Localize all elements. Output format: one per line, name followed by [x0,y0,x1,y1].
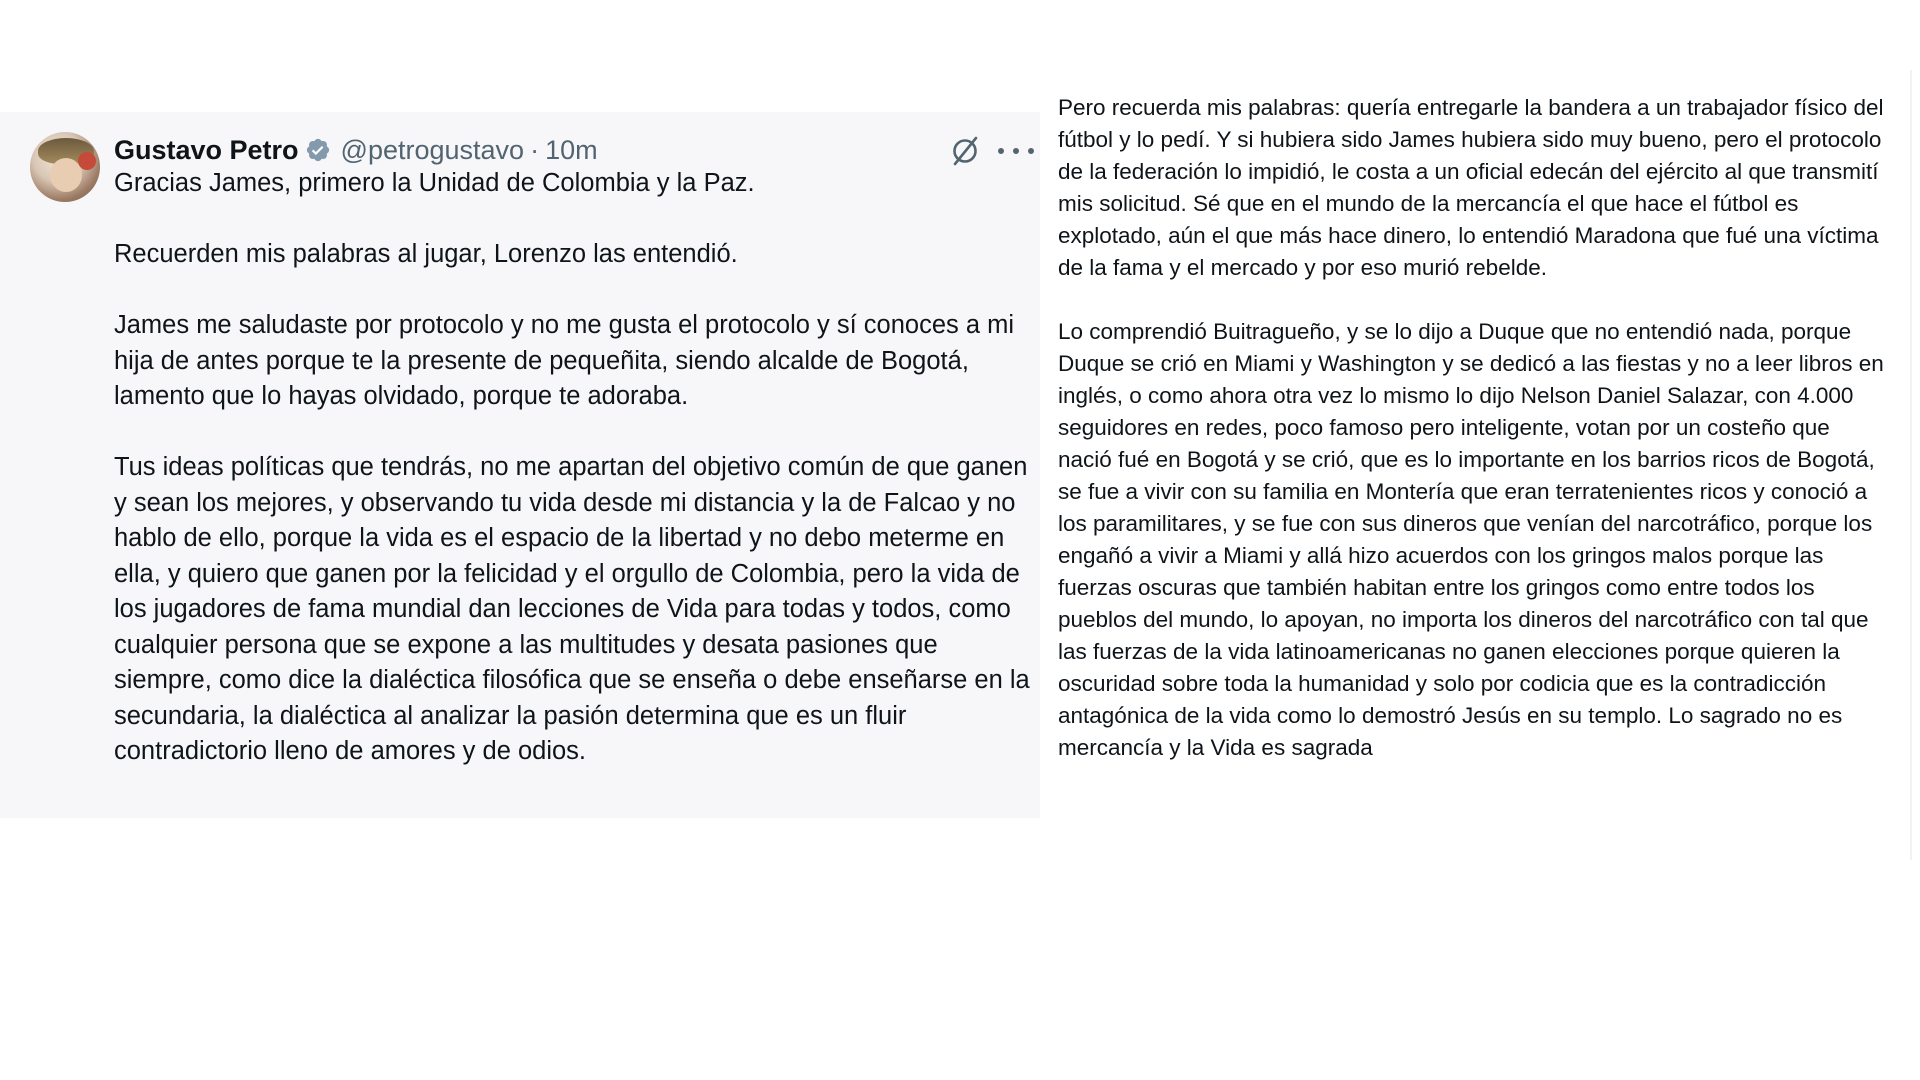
header-separator: · [530,134,540,165]
author-name[interactable]: Gustavo Petro [114,134,299,165]
tweet-header [114,130,598,170]
tweet-paragraph: Gracias James, primero la Unidad de Colombia y la Paz. [114,169,755,197]
column-divider [1910,70,1912,860]
tweet-paragraph: Pero recuerda mis palabras: quería entregarle la bandera a un trabajador físico del fútbol y lo pedí. Y si hubiera sido James hubiera sido muy bueno, pero el protocolo de la federación lo impidió, le costa a un oficial edecán del ejército al que transmití mis solicitud. Sé que en el mundo de la mercancía el que hace el fútbol es explotado, aún el que más hace dinero, lo entendió Maradona que fué una víctima de la fama y el mercado y por eso murió rebelde. [1058,95,1884,280]
tweet-timestamp[interactable]: 10m [545,134,598,165]
avatar-face [50,158,82,192]
tweet-paragraph: Recuerden mis palabras al jugar, Lorenzo las entendió. [114,240,738,268]
tweet-paragraph: Lo comprendió Buitragueño, y se lo dijo a Duque que no entendió nada, porque Duque se crió en Miami y Washington y se dedicó a las fiestas y no a leer libros en inglés, o como ahora otra vez lo mismo lo dijo Nelson Daniel Salazar, con 4.000 seguidores en redes, poco famoso pero inteligente, votan por un costeño que nació fué en Bogotá y se crió, que es lo importante en los barrios ricos de Bogotá, se fue a vivir con su familia en Montería que eran terratenientes ricos y conoció a los paramilitares, y se fue con sus dineros que venían del narcotráfico, porque los engañó a vivir a Miami y allá hizo acuerdos con los gringos malos porque las fuerzas oscuras que también habitan entre los gringos como entre todos los pueblos del mundo, lo apoyan, no importa los dineros del narcotráfico con tal que las fuerzas de la vida latinoamericanas no ganen elecciones porque quieren la oscuridad sobre toda la humanidad y solo por codicia que es la contradicción antagónica de la vida como lo demostró Jesús en su templo. Lo sagrado no es mercancía y la Vida es sagrada [1058,319,1884,760]
more-options-icon[interactable] [998,134,1034,168]
avatar[interactable] [30,132,100,202]
tweet-card [0,112,1040,818]
tweet-paragraph: Tus ideas políticas que tendrás, no me apartan del objetivo común de que ganen y sean los mejores, y observando tu vida desde mi distancia y la de Falcao y no hablo de ello, porque la vida es el espacio de la libertad y no debo meterme en ella, y quiero que ganen por la felicidad y el orgullo de Colombia, pero la vida de los jugadores de fama mundial dan lecciones de Vida para todas y todos, como cualquier persona que se expone a las multitudes y desata pasiones que siempre, como dice la dialéctica filosófica que se enseña o debe enseñarse en la secundaria, la dialéctica al analizar la pasión determina que es un fluir contradictorio lleno de amores y de odios. [114,453,1030,765]
avatar-flower [78,152,96,170]
grok-icon[interactable] [948,134,982,168]
tweet-text-right [1058,92,1888,764]
tweet-paragraph: James me saludaste por protocolo y no me gusta el protocolo y sí conoces a mi hija de antes porque te la presente de pequeñita, siendo alcalde de Bogotá, lamento que lo hayas olvidado, porque te adoraba. [114,311,1015,410]
tweet-text-left [114,166,1034,770]
author-handle[interactable]: @petrogustavo [340,134,525,165]
verified-badge-icon [305,137,331,163]
